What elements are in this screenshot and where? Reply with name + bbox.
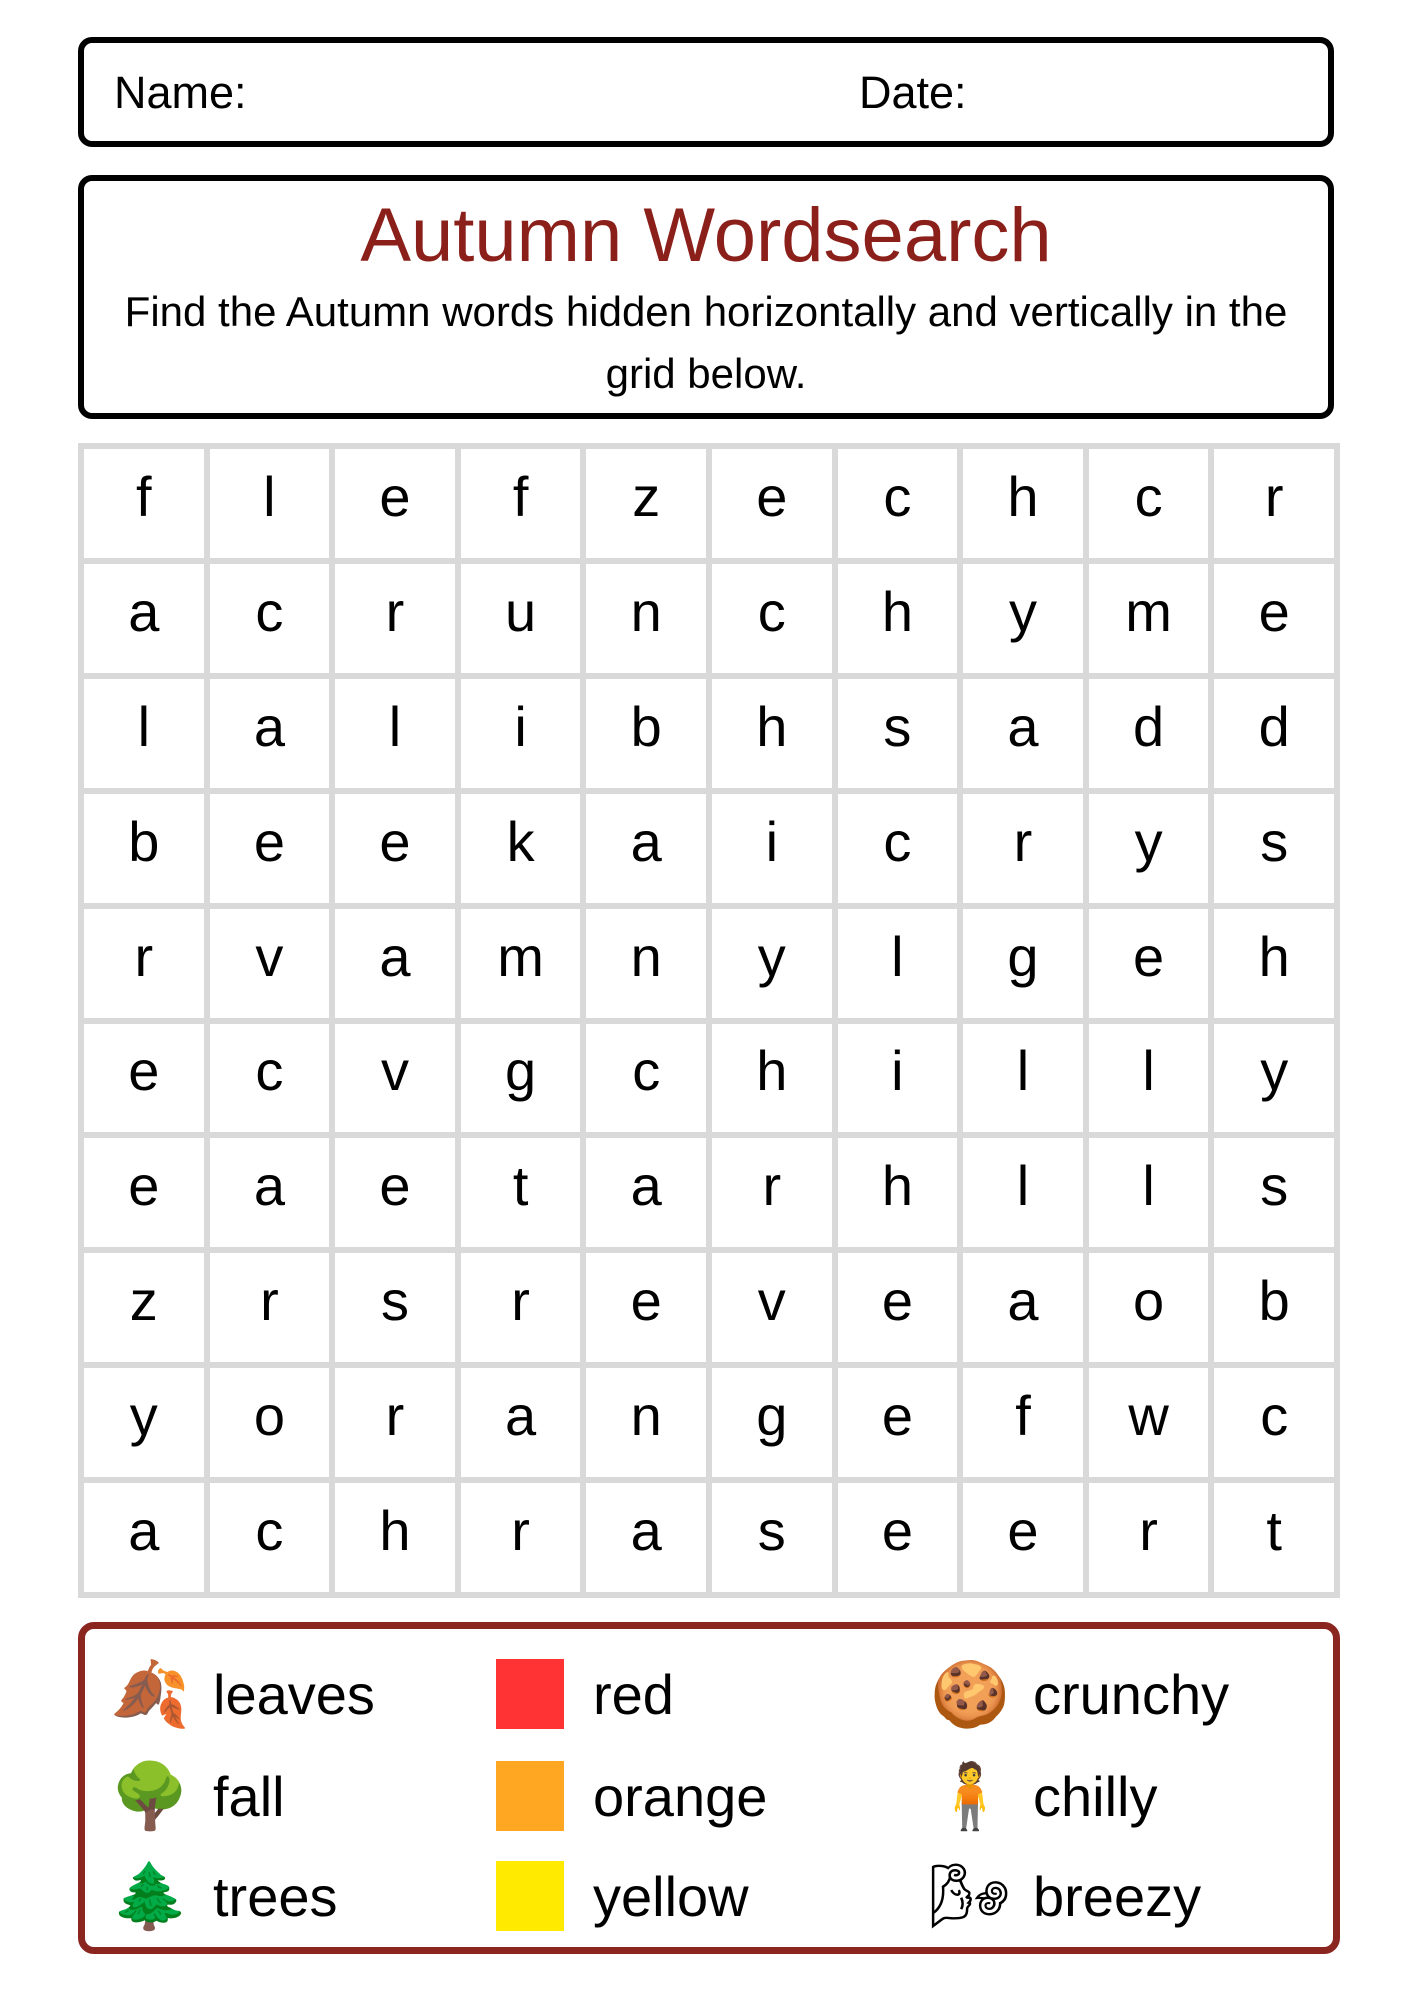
grid-cell[interactable]: r	[461, 1483, 581, 1592]
grid-cell[interactable]: s	[1214, 1138, 1334, 1247]
grid-cell[interactable]: g	[461, 1024, 581, 1133]
word-label: fall	[213, 1764, 285, 1828]
grid-cell[interactable]: h	[712, 679, 832, 788]
word-list-item	[485, 1649, 674, 1739]
grid-cell[interactable]: s	[1214, 794, 1334, 903]
grid-cell[interactable]: r	[1089, 1483, 1209, 1592]
word-label: chilly	[1033, 1764, 1158, 1828]
grid-cell[interactable]: e	[712, 449, 832, 558]
grid-cell[interactable]: b	[84, 794, 204, 903]
grid-cell[interactable]: u	[461, 564, 581, 673]
grid-cell[interactable]: e	[838, 1483, 958, 1592]
grid-cell[interactable]: e	[84, 1138, 204, 1247]
grid-cell[interactable]: l	[210, 449, 330, 558]
grid-cell[interactable]: c	[210, 564, 330, 673]
grid-cell[interactable]: c	[1214, 1368, 1334, 1477]
grid-cell[interactable]: z	[586, 449, 706, 558]
date-label: Date:	[859, 67, 967, 118]
grid-cell[interactable]: l	[963, 1138, 1083, 1247]
grid-cell[interactable]: v	[335, 1024, 455, 1133]
grid-cell[interactable]: a	[963, 679, 1083, 788]
grid-cell[interactable]: f	[84, 449, 204, 558]
grid-cell[interactable]: f	[963, 1368, 1083, 1477]
grid-cell[interactable]: o	[1089, 1253, 1209, 1362]
grid-cell[interactable]: a	[586, 794, 706, 903]
grid-cell[interactable]: y	[1089, 794, 1209, 903]
color-swatch	[496, 1861, 564, 1931]
grid-cell[interactable]: h	[838, 1138, 958, 1247]
grid-cell[interactable]: i	[838, 1024, 958, 1133]
grid-cell[interactable]: h	[1214, 909, 1334, 1018]
grid-cell[interactable]: m	[1089, 564, 1209, 673]
grid-cell[interactable]: h	[712, 1024, 832, 1133]
grid-cell[interactable]: a	[586, 1483, 706, 1592]
grid-cell[interactable]: s	[838, 679, 958, 788]
grid-cell[interactable]: t	[1214, 1483, 1334, 1592]
word-label: orange	[593, 1764, 768, 1828]
grid-cell[interactable]: r	[335, 564, 455, 673]
word-list	[78, 1622, 1340, 1954]
grid-cell[interactable]: d	[1214, 679, 1334, 788]
grid-cell[interactable]: o	[210, 1368, 330, 1477]
word-label: trees	[213, 1864, 338, 1928]
grid-cell[interactable]: a	[586, 1138, 706, 1247]
color-swatch	[496, 1761, 564, 1831]
grid-cell[interactable]: e	[1089, 909, 1209, 1018]
grid-cell[interactable]: l	[838, 909, 958, 1018]
grid-cell[interactable]: e	[335, 794, 455, 903]
grid-cell[interactable]: y	[712, 909, 832, 1018]
word-label: breezy	[1033, 1864, 1202, 1928]
grid-cell[interactable]: h	[838, 564, 958, 673]
grid-cell[interactable]: g	[963, 909, 1083, 1018]
grid-cell[interactable]: v	[210, 909, 330, 1018]
grid-cell[interactable]: e	[1214, 564, 1334, 673]
grid-cell[interactable]: l	[963, 1024, 1083, 1133]
grid-cell[interactable]: r	[712, 1138, 832, 1247]
word-list-item	[925, 1649, 1229, 1739]
grid-cell[interactable]: v	[712, 1253, 832, 1362]
wind-cloud-icon: 🌬	[929, 1859, 1011, 1932]
color-swatch	[496, 1659, 564, 1729]
cracker-icon: 🍪	[930, 1657, 1010, 1730]
grid-cell[interactable]: a	[210, 679, 330, 788]
word-list-item	[485, 1751, 767, 1841]
grid-cell[interactable]: r	[963, 794, 1083, 903]
grid-cell[interactable]: a	[84, 1483, 204, 1592]
grid-cell[interactable]: k	[461, 794, 581, 903]
grid-cell[interactable]: r	[1214, 449, 1334, 558]
word-label: leaves	[213, 1662, 375, 1726]
grid-cell[interactable]: d	[1089, 679, 1209, 788]
grid-cell[interactable]: f	[461, 449, 581, 558]
grid-cell[interactable]: l	[1089, 1024, 1209, 1133]
word-list-item	[105, 1649, 375, 1739]
title-box	[78, 175, 1334, 419]
grid-cell[interactable]: i	[461, 679, 581, 788]
grid-cell[interactable]: c	[712, 564, 832, 673]
grid-cell[interactable]: e	[335, 1138, 455, 1247]
name-label: Name:	[114, 67, 247, 118]
grid-cell[interactable]: w	[1089, 1368, 1209, 1477]
grid-cell[interactable]: r	[461, 1253, 581, 1362]
grid-cell[interactable]: t	[461, 1138, 581, 1247]
grid-cell[interactable]: m	[461, 909, 581, 1018]
grid-cell[interactable]: a	[461, 1368, 581, 1477]
wordsearch-grid	[78, 443, 1340, 1598]
grid-cell[interactable]: n	[586, 564, 706, 673]
grid-cell[interactable]: l	[1089, 1138, 1209, 1247]
grid-cell[interactable]: y	[1214, 1024, 1334, 1133]
grid-cell[interactable]: s	[712, 1483, 832, 1592]
grid-cell[interactable]: r	[84, 909, 204, 1018]
grid-cell[interactable]: z	[84, 1253, 204, 1362]
grid-cell[interactable]: c	[1089, 449, 1209, 558]
grid-cell[interactable]: a	[210, 1138, 330, 1247]
word-list-item	[485, 1851, 749, 1941]
word-list-item	[925, 1751, 1157, 1841]
grid-cell[interactable]: a	[335, 909, 455, 1018]
grid-cell[interactable]: a	[84, 564, 204, 673]
grid-cell[interactable]: c	[838, 449, 958, 558]
grid-cell[interactable]: b	[1214, 1253, 1334, 1362]
grid-cell[interactable]: e	[586, 1253, 706, 1362]
grid-cell[interactable]: e	[838, 1253, 958, 1362]
grid-cell[interactable]: r	[335, 1368, 455, 1477]
grid-cell[interactable]: c	[210, 1483, 330, 1592]
grid-cell[interactable]: a	[963, 1253, 1083, 1362]
grid-cell[interactable]: e	[963, 1483, 1083, 1592]
grid-cell[interactable]: r	[210, 1253, 330, 1362]
grid-cell[interactable]: i	[712, 794, 832, 903]
grid-cell[interactable]: h	[963, 449, 1083, 558]
grid-cell[interactable]: c	[210, 1024, 330, 1133]
word-list-item	[105, 1751, 285, 1841]
word-label: crunchy	[1033, 1662, 1230, 1726]
instructions: Find the Autumn words hidden horizontally and vertically in the grid below.	[124, 288, 1288, 397]
grid-cell[interactable]: l	[84, 679, 204, 788]
grid-cell[interactable]: c	[586, 1024, 706, 1133]
cold-person-icon: 🧍	[930, 1759, 1010, 1832]
grid-cell[interactable]: h	[335, 1483, 455, 1592]
word-list-item	[925, 1851, 1201, 1941]
page-title: Autumn Wordsearch	[360, 193, 1052, 278]
word-label: yellow	[593, 1864, 749, 1928]
grid-cell[interactable]: l	[335, 679, 455, 788]
grid-cell[interactable]: b	[586, 679, 706, 788]
grid-cell[interactable]: e	[838, 1368, 958, 1477]
grid-cell[interactable]: y	[84, 1368, 204, 1477]
word-label: red	[593, 1662, 674, 1726]
grid-cell[interactable]: e	[335, 449, 455, 558]
trees-icon: 🌲	[110, 1859, 190, 1932]
grid-cell[interactable]: s	[335, 1253, 455, 1362]
leaves-icon: 🍂	[110, 1657, 190, 1730]
grid-cell[interactable]: g	[712, 1368, 832, 1477]
grid-cell[interactable]: e	[210, 794, 330, 903]
grid-cell[interactable]: e	[84, 1024, 204, 1133]
grid-cell[interactable]: c	[838, 794, 958, 903]
word-list-item	[105, 1851, 338, 1941]
name-date-box	[78, 37, 1334, 147]
autumn-tree-icon: 🌳	[110, 1759, 190, 1832]
grid-cell[interactable]: n	[586, 1368, 706, 1477]
grid-cell[interactable]: y	[963, 564, 1083, 673]
grid-cell[interactable]: n	[586, 909, 706, 1018]
